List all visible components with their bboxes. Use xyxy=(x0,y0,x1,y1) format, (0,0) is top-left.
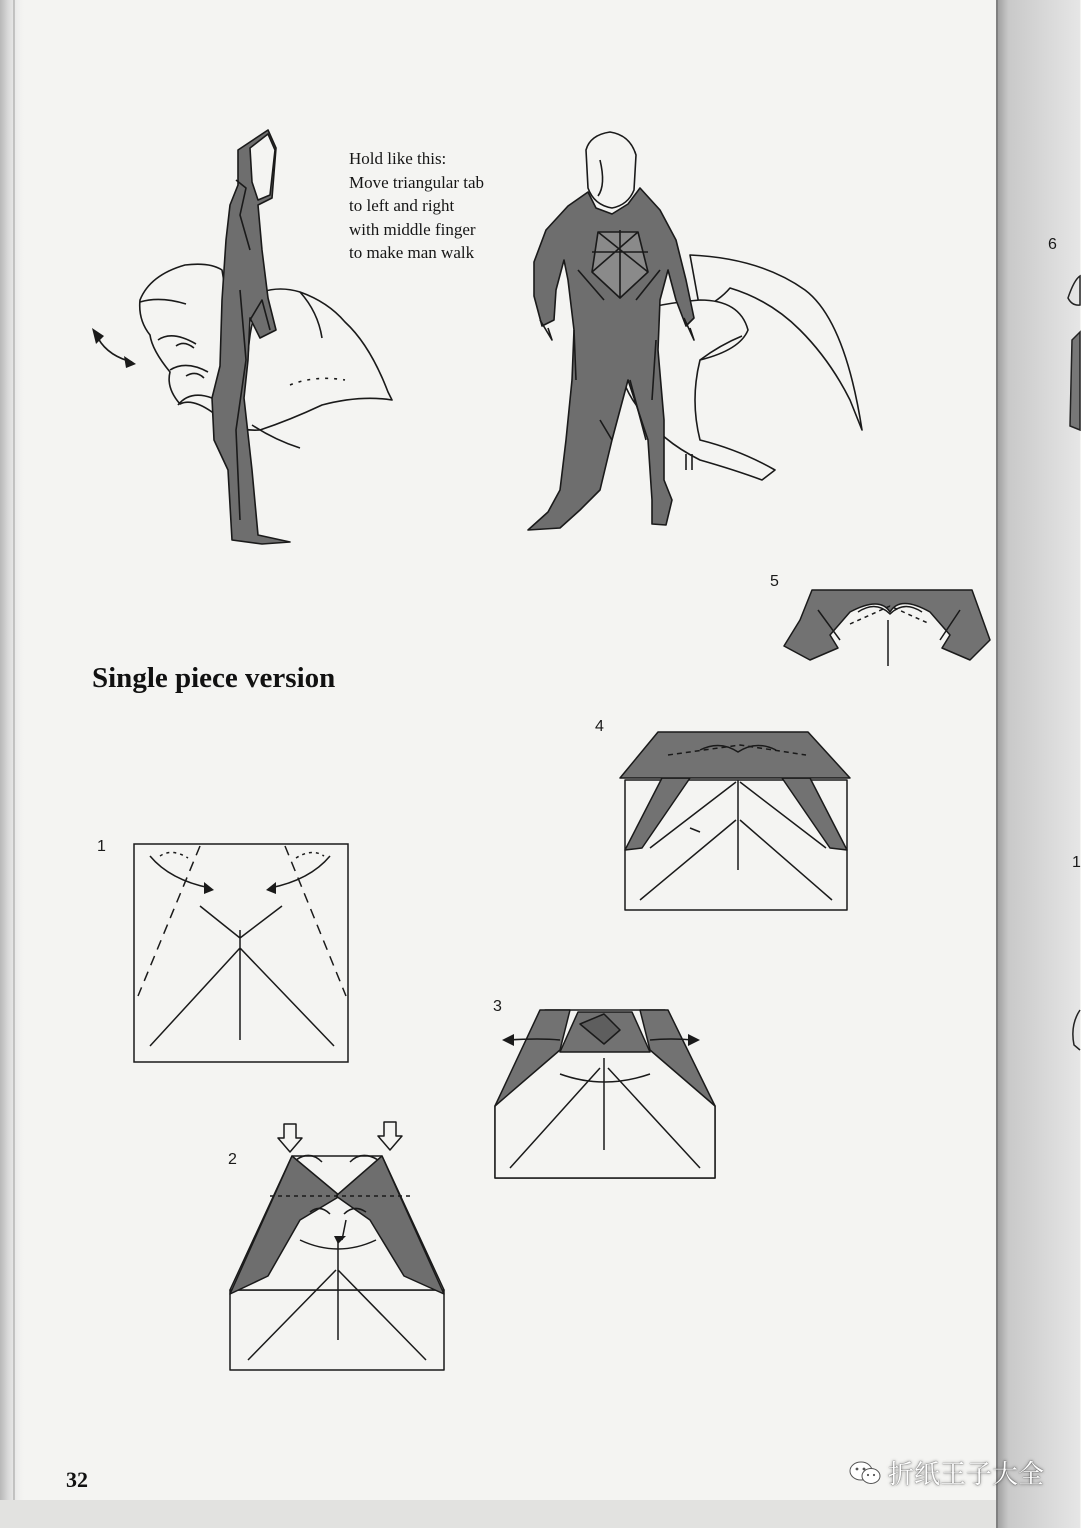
watermark xyxy=(848,1454,1044,1491)
step-number-4: 4 xyxy=(595,718,604,735)
diagram-step-4 xyxy=(620,732,850,910)
next-page-edge xyxy=(996,0,1080,1528)
chat-bubbles-icon xyxy=(848,1459,882,1487)
next-page-step-number: 1 xyxy=(1072,854,1081,871)
caption-line: to make man walk xyxy=(349,243,475,262)
diagram-step-3 xyxy=(495,1010,715,1178)
section-title: Single piece version xyxy=(92,662,336,694)
hold-instructions xyxy=(349,147,539,265)
side-view-figure xyxy=(92,130,392,544)
page-number: 32 xyxy=(66,1467,88,1492)
step-number-6: 6 xyxy=(1048,236,1057,253)
diagram-step-1 xyxy=(134,844,348,1062)
step-number-2: 2 xyxy=(228,1151,237,1168)
diagram-step-2 xyxy=(230,1122,444,1370)
diagram-step-5 xyxy=(784,590,990,666)
watermark-text: 折纸王子大全 xyxy=(888,1460,1045,1490)
caption-line: Hold like this: xyxy=(349,149,447,168)
caption-line: Move triangular tab xyxy=(349,172,485,192)
caption-line: to left and right xyxy=(349,196,455,215)
front-view-figure xyxy=(528,132,862,530)
bottom-edge-shadow xyxy=(0,1500,1000,1528)
left-binding-shadow xyxy=(0,0,26,1528)
step-number-1: 1 xyxy=(97,838,106,855)
step-number-3: 3 xyxy=(493,998,502,1015)
step-number-5: 5 xyxy=(770,573,779,590)
caption-line: with middle finger xyxy=(349,219,476,239)
